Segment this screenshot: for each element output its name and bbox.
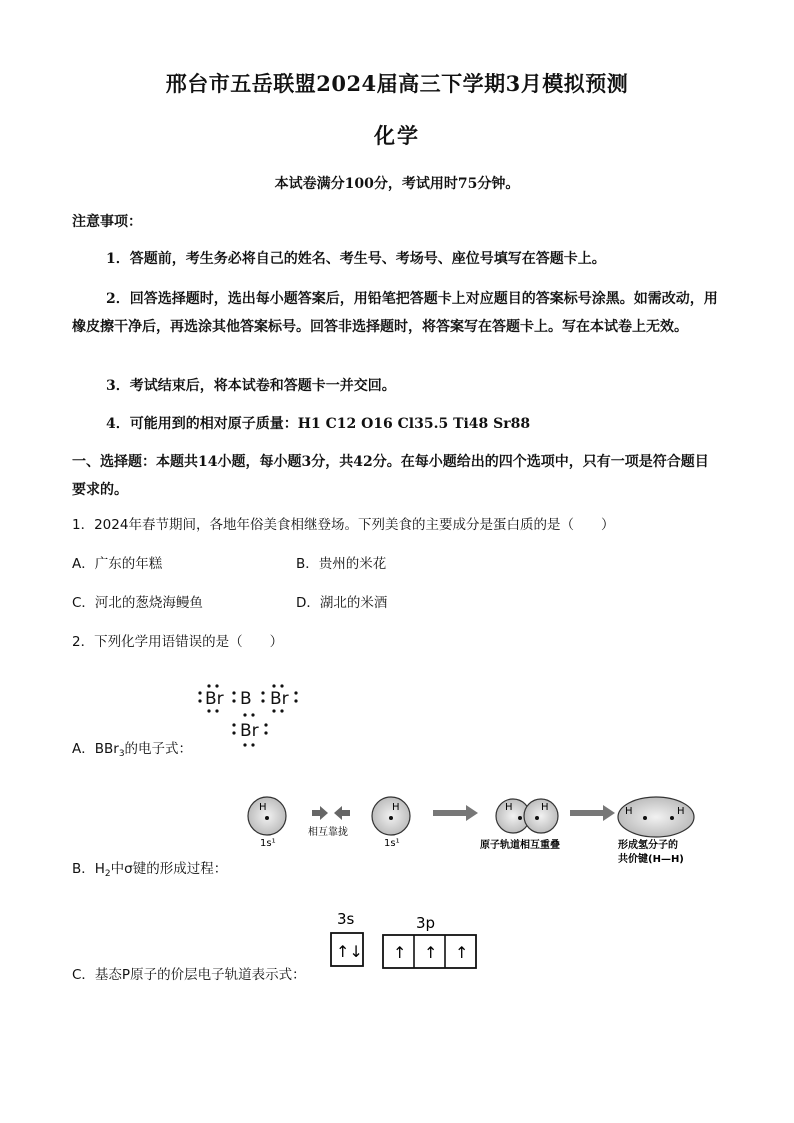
lewis-br-right: Br bbox=[270, 689, 289, 709]
lewis-br-bottom: Br bbox=[240, 721, 259, 741]
arrow-3p-3: ↑ bbox=[455, 943, 469, 962]
approach-arrows-icon bbox=[312, 806, 350, 820]
arrow-3p-2: ↑ bbox=[424, 943, 438, 962]
p-valence-orbital-diagram bbox=[326, 906, 486, 976]
h-label-6: H bbox=[677, 806, 685, 817]
exam-info: 本试卷满分100分，考试用时75分钟。 bbox=[274, 176, 520, 192]
form-label-2: 共价键(H—H) bbox=[618, 854, 684, 865]
q2-option-c: C．基态P原子的价层电子轨道表示式： bbox=[72, 967, 306, 983]
h-label-3: H bbox=[505, 802, 513, 813]
lewis-br-left: Br bbox=[205, 689, 224, 709]
h-label-2: H bbox=[392, 802, 400, 813]
orbital-label-2: 1s¹ bbox=[384, 838, 400, 849]
note-item-3: 3．考试结束后，将本试卷和答题卡一并交回。 bbox=[106, 378, 396, 394]
h-label-4: H bbox=[541, 802, 549, 813]
arrow-right-icon bbox=[433, 805, 478, 821]
notes-title: 注意事项： bbox=[72, 214, 142, 230]
note-item-1: 1．答题前，考生务必将自己的姓名、考生号、考场号、座位号填写在答题卡上。 bbox=[106, 251, 606, 267]
h-label-1: H bbox=[259, 802, 267, 813]
orbital-3p-label: 3p bbox=[416, 914, 436, 932]
q2-option-b: B．$H_2$中σ键的形成过程： bbox=[72, 861, 228, 879]
arrow-3p-1: ↑ bbox=[393, 943, 407, 962]
q1-option-c: C．河北的葱烧海鳗鱼 bbox=[72, 595, 203, 611]
note-item-2: 2．回答选择题时，选出每小题答案后，用铅笔把答题卡上对应题目的答案标号涂黑。如需改动，用橡皮擦干净后，再选涂其他答案标号。回答非选择题时，将答案写在答题卡上。写在本试卷上无效。 bbox=[72, 291, 718, 335]
h-label-5: H bbox=[625, 806, 633, 817]
lewis-b: B bbox=[240, 689, 252, 709]
overlap-label: 原子轨道相互重叠 bbox=[480, 840, 560, 851]
exam-subject: 化学 bbox=[374, 123, 420, 148]
note-item-4: 4．可能用到的相对原子质量：H1 C12 O16 Cl35.5 Ti48 Sr88 bbox=[106, 416, 531, 432]
q2-option-a: A．BBr$_3$的电子式： bbox=[72, 741, 193, 759]
h2-sigma-bond-diagram bbox=[240, 790, 696, 874]
question-1-stem: 1．2024年春节期间，各地年俗美食相继登场。下列美食的主要成分是蛋白质的是（ ） bbox=[72, 517, 615, 533]
q1-option-a: A．广东的年糕 bbox=[72, 556, 163, 572]
arrow-right-icon bbox=[570, 805, 615, 821]
bbr3-lewis-structure bbox=[196, 678, 302, 750]
q1-option-d: D．湖北的米酒 bbox=[296, 595, 388, 611]
form-label-1: 形成氢分子的 bbox=[618, 840, 678, 851]
orbital-label-1: 1s¹ bbox=[260, 838, 276, 849]
q1-option-b: B．贵州的米花 bbox=[296, 556, 387, 572]
question-2-stem: 2．下列化学用语错误的是（ ） bbox=[72, 634, 284, 650]
section-heading: 一、选择题：本题共14小题，每小题3分，共42分。在每小题给出的四个选项中，只有一项是符合题目要求的。 bbox=[72, 454, 709, 498]
orbital-3s-label: 3s bbox=[337, 910, 355, 928]
arrows-3s: ↑↓ bbox=[336, 942, 363, 961]
approach-label: 相互靠拢 bbox=[308, 827, 348, 838]
exam-title: 邢台市五岳联盟2024届高三下学期3月模拟预测 bbox=[165, 71, 629, 96]
h2-molecule-orbital bbox=[618, 797, 694, 837]
